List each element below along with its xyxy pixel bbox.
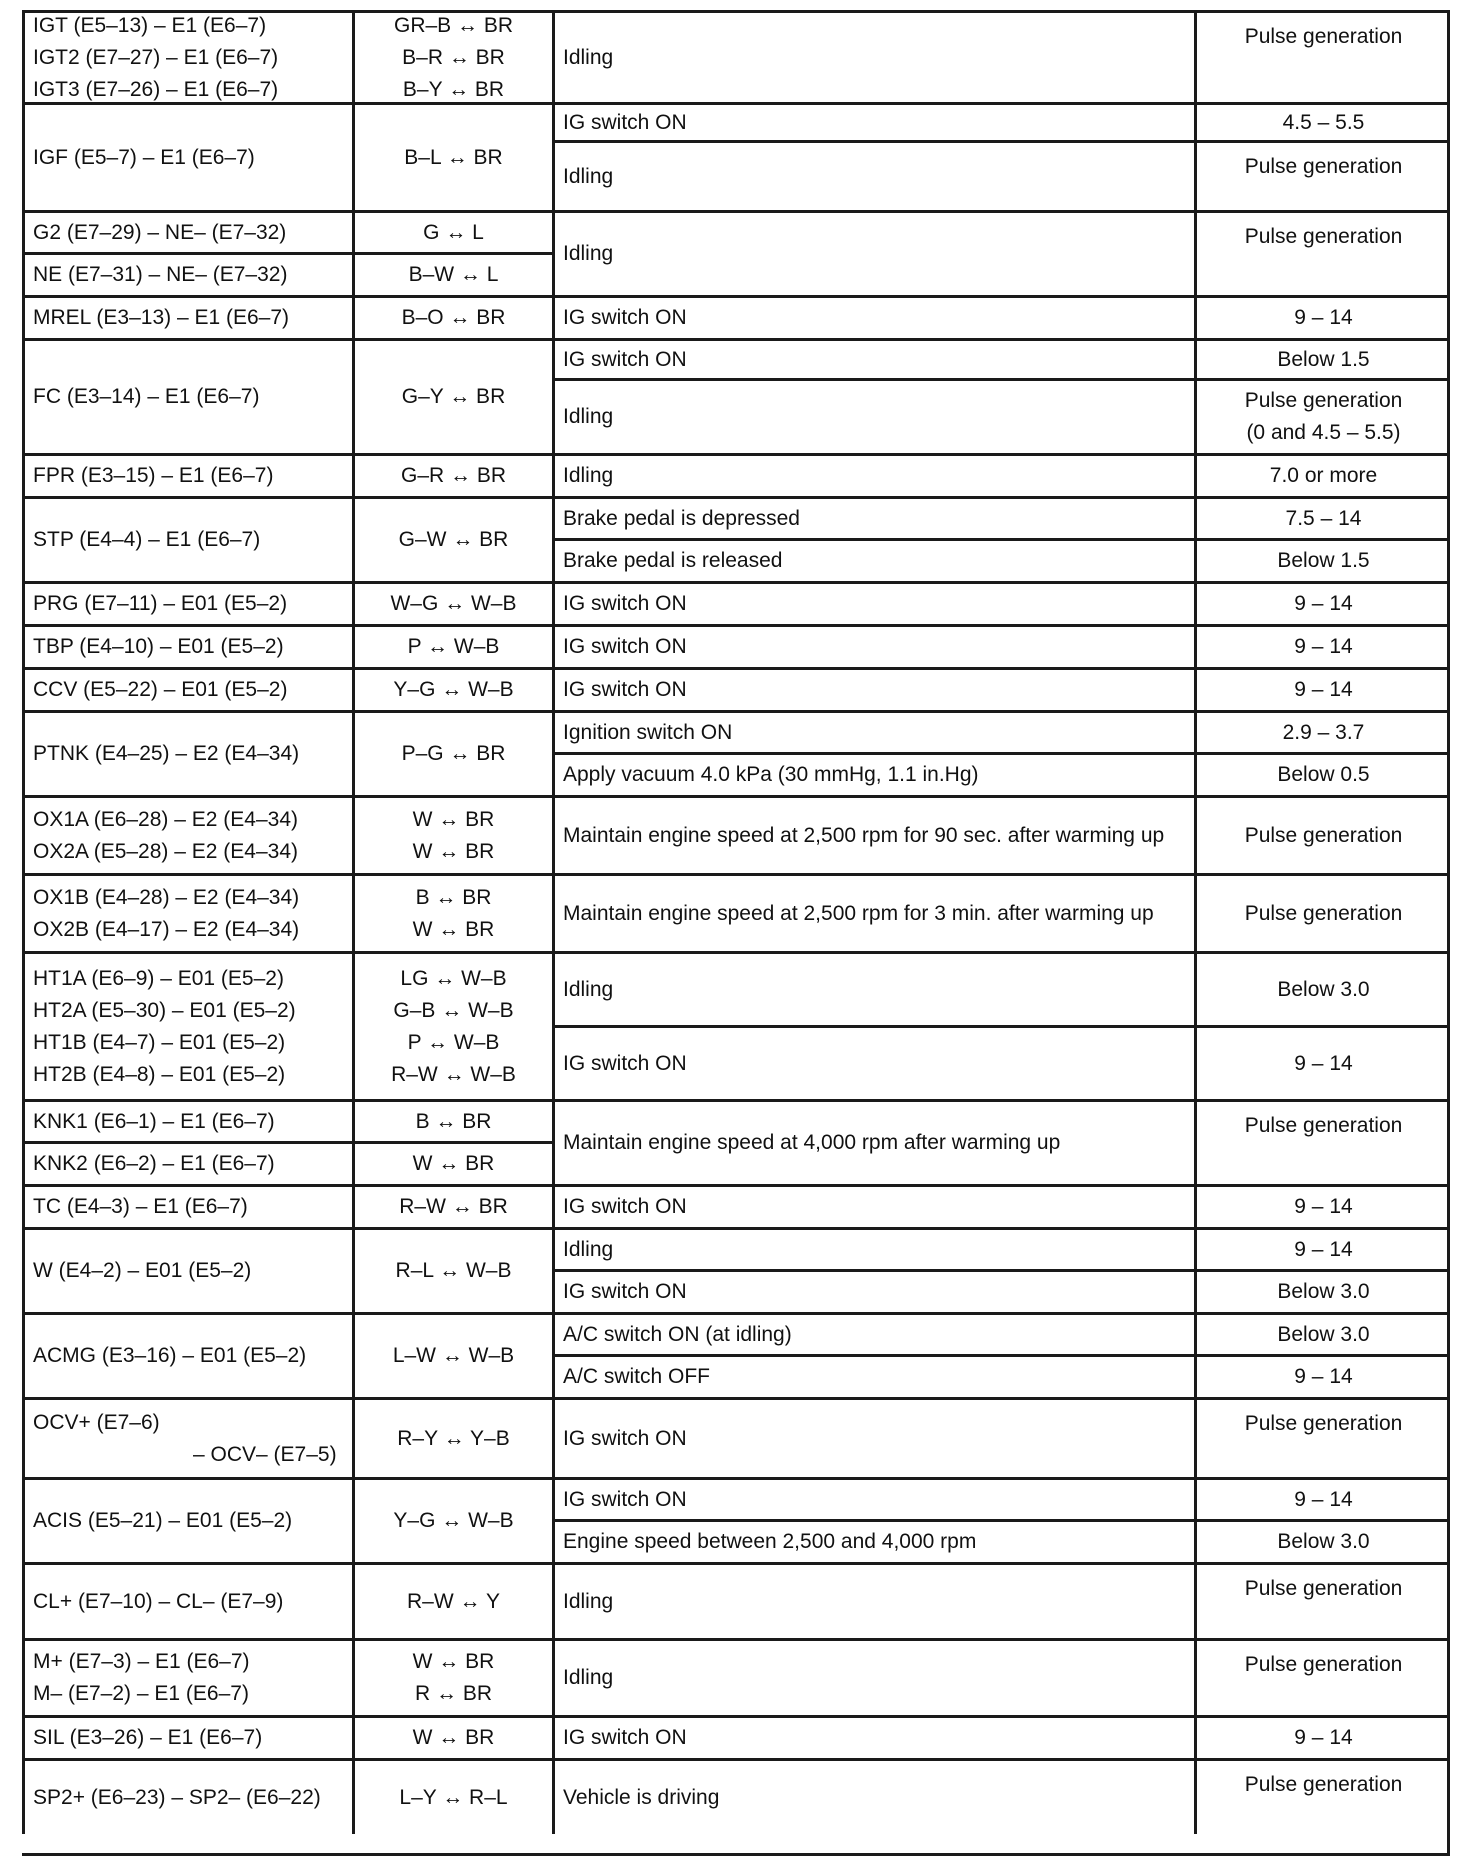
wiring-color-cell-text: B ↔ BR xyxy=(415,1109,492,1133)
condition-cell-text: IG switch ON xyxy=(563,1051,687,1075)
condition-cell-text: Idling xyxy=(563,242,614,265)
condition-cell xyxy=(552,453,1194,496)
spec-cell xyxy=(1194,10,1450,102)
spec-cell-text: Below 3.0 xyxy=(1277,1280,1370,1303)
wiring-color-cell xyxy=(352,1227,552,1312)
condition-cell xyxy=(552,873,1194,951)
terminal-cell-text: MREL (E3–13) – E1 (E6–7) xyxy=(33,306,290,329)
condition-cell xyxy=(552,624,1194,667)
terminal-cell-text: NE (E7–31) – NE– (E7–32) xyxy=(33,263,288,286)
spec-cell xyxy=(1194,378,1450,453)
wiring-color-cell-text: R ↔ BR xyxy=(414,1682,492,1705)
condition-cell xyxy=(552,710,1194,752)
spec-cell xyxy=(1194,102,1450,140)
condition-cell-text: IG switch ON xyxy=(563,110,687,134)
terminal-cell xyxy=(22,453,352,496)
terminal-cell xyxy=(22,1184,352,1227)
terminal-voltage-table xyxy=(22,10,1450,1856)
condition-cell xyxy=(552,10,1194,102)
condition-cell xyxy=(552,378,1194,453)
spec-cell-text: 7.0 or more xyxy=(1269,464,1378,487)
wiring-color-cell-text: R–L ↔ W–B xyxy=(395,1259,512,1282)
terminal-cell-text: ACIS (E5–21) – E01 (E5–2) xyxy=(33,1509,293,1532)
wiring-color-cell-text: L–Y ↔ R–L xyxy=(399,1785,508,1809)
condition-cell-text: A/C switch ON (at idling) xyxy=(563,1322,792,1346)
condition-cell-text: IG switch ON xyxy=(563,1426,687,1450)
terminal-cell-text: STP (E4–4) – E1 (E6–7) xyxy=(33,528,261,551)
spec-cell-text: Pulse generation xyxy=(1244,901,1403,925)
wiring-color-cell-text: W ↔ BR xyxy=(412,839,495,863)
spec-cell xyxy=(1194,1025,1450,1099)
wiring-color-cell-text: G–W ↔ BR xyxy=(398,528,509,551)
condition-cell-text: Idling xyxy=(563,405,614,428)
terminal-cell-text: KNK2 (E6–2) – E1 (E6–7) xyxy=(33,1152,275,1175)
condition-cell-text: IG switch ON xyxy=(563,678,687,701)
terminal-cell-text: OCV+ (E7–6) xyxy=(33,1410,160,1434)
wiring-color-cell xyxy=(352,453,552,496)
terminal-cell xyxy=(22,295,352,338)
condition-cell-text: IG switch ON xyxy=(563,1487,687,1511)
terminal-cell xyxy=(22,1638,352,1715)
terminal-cell-text: PRG (E7–11) – E01 (E5–2) xyxy=(33,592,288,615)
terminal-cell-text: IGF (E5–7) – E1 (E6–7) xyxy=(33,145,255,169)
wiring-color-cell-text: B–W ↔ L xyxy=(408,263,499,286)
wiring-color-cell-text: G ↔ L xyxy=(423,220,484,244)
terminal-cell-text: M+ (E7–3) – E1 (E6–7) xyxy=(33,1650,250,1673)
terminal-cell-text: IGT2 (E7–27) – E1 (E6–7) xyxy=(33,45,279,69)
terminal-cell xyxy=(22,496,352,581)
wiring-color-cell-text: R–Y ↔ Y–B xyxy=(397,1426,510,1450)
terminal-cell-text: IGT (E5–13) – E1 (E6–7) xyxy=(33,13,267,37)
terminal-cell xyxy=(22,710,352,795)
condition-cell xyxy=(552,1477,1194,1519)
spec-cell xyxy=(1194,1519,1450,1562)
terminal-cell-text: OX1B (E4–28) – E2 (E4–34) xyxy=(33,885,300,909)
condition-cell xyxy=(552,538,1194,581)
spec-cell-text: 9 – 14 xyxy=(1294,1195,1353,1218)
condition-cell xyxy=(552,795,1194,873)
terminal-cell xyxy=(22,667,352,710)
condition-cell-text: Maintain engine speed at 2,500 rpm for 90 sec. after warming up xyxy=(563,823,1165,847)
condition-cell xyxy=(552,496,1194,538)
terminal-cell-text: M– (E7–2) – E1 (E6–7) xyxy=(33,1682,249,1705)
condition-cell-text: IG switch ON xyxy=(563,347,687,371)
spec-cell xyxy=(1194,1184,1450,1227)
condition-cell-text: Idling xyxy=(563,464,614,487)
condition-cell-text: Vehicle is driving xyxy=(563,1785,720,1809)
spec-cell xyxy=(1194,338,1450,378)
wiring-color-cell xyxy=(352,710,552,795)
terminal-cell xyxy=(22,624,352,667)
terminal-cell-text: IGT3 (E7–26) – E1 (E6–7) xyxy=(33,77,279,101)
condition-cell xyxy=(552,210,1194,295)
spec-cell xyxy=(1194,1312,1450,1354)
spec-cell-text: 4.5 – 5.5 xyxy=(1282,110,1365,134)
wiring-color-cell xyxy=(352,667,552,710)
spec-cell xyxy=(1194,795,1450,873)
wiring-color-cell xyxy=(352,496,552,581)
spec-cell xyxy=(1194,1397,1450,1477)
spec-cell-text: 2.9 – 3.7 xyxy=(1282,720,1365,744)
spec-cell xyxy=(1194,1269,1450,1312)
condition-cell-text: Idling xyxy=(563,1666,614,1689)
condition-cell-text: IG switch ON xyxy=(563,592,687,615)
condition-cell xyxy=(552,1184,1194,1227)
wiring-color-cell-text: P ↔ W–B xyxy=(407,1030,500,1054)
wiring-color-cell-text: W–G ↔ W–B xyxy=(390,592,517,615)
terminal-cell-text: W (E4–2) – E01 (E5–2) xyxy=(33,1259,252,1282)
terminal-cell xyxy=(22,1715,352,1758)
terminal-cell xyxy=(22,102,352,210)
terminal-cell-text: OX2B (E4–17) – E2 (E4–34) xyxy=(33,917,300,941)
terminal-cell-text: ACMG (E3–16) – E01 (E5–2) xyxy=(33,1344,307,1367)
terminal-cell xyxy=(22,1227,352,1312)
wiring-color-cell-text: R–W ↔ W–B xyxy=(391,1062,516,1086)
wiring-color-cell xyxy=(352,873,552,951)
terminal-cell-text: TC (E4–3) – E1 (E6–7) xyxy=(33,1195,248,1218)
spec-cell-text: Below 3.0 xyxy=(1277,977,1370,1001)
spec-cell xyxy=(1194,1227,1450,1269)
condition-cell xyxy=(552,1354,1194,1397)
spec-cell xyxy=(1194,140,1450,210)
condition-cell xyxy=(552,1397,1194,1477)
spec-cell xyxy=(1194,295,1450,338)
wiring-color-cell-text: Y–G ↔ W–B xyxy=(393,1509,514,1532)
wiring-color-cell xyxy=(352,10,552,102)
wiring-color-cell xyxy=(352,1184,552,1227)
terminal-cell-text: OX2A (E5–28) – E2 (E4–34) xyxy=(33,839,298,863)
wiring-color-cell xyxy=(352,1638,552,1715)
terminal-cell xyxy=(22,951,352,1099)
spec-cell xyxy=(1194,1758,1450,1834)
condition-cell-text: A/C switch OFF xyxy=(563,1365,711,1388)
spec-cell xyxy=(1194,1477,1450,1519)
spec-cell-text: 9 – 14 xyxy=(1294,592,1353,615)
condition-cell-text: Maintain engine speed at 4,000 rpm after warming up xyxy=(563,1131,1061,1154)
condition-cell xyxy=(552,295,1194,338)
spec-cell-text: Pulse generation xyxy=(1244,1412,1403,1435)
spec-cell-text: Below 3.0 xyxy=(1277,1322,1370,1346)
terminal-cell xyxy=(22,338,352,453)
condition-cell xyxy=(552,752,1194,795)
condition-cell xyxy=(552,1519,1194,1562)
terminal-cell-text: HT1A (E6–9) – E01 (E5–2) xyxy=(33,966,284,990)
condition-cell xyxy=(552,667,1194,710)
spec-cell-text: Below 1.5 xyxy=(1277,549,1370,572)
terminal-cell xyxy=(22,10,352,102)
condition-cell-text: Engine speed between 2,500 and 4,000 rpm xyxy=(563,1530,977,1553)
spec-cell-text: Pulse generation xyxy=(1244,389,1403,412)
terminal-cell-text: FPR (E3–15) – E1 (E6–7) xyxy=(33,464,274,487)
terminal-cell-text: HT1B (E4–7) – E01 (E5–2) xyxy=(33,1030,286,1054)
condition-cell xyxy=(552,102,1194,140)
wiring-color-cell xyxy=(352,102,552,210)
spec-cell-text: Below 3.0 xyxy=(1277,1530,1370,1553)
spec-cell-text: (0 and 4.5 – 5.5) xyxy=(1246,421,1401,444)
spec-cell xyxy=(1194,453,1450,496)
terminal-cell-text: PTNK (E4–25) – E2 (E4–34) xyxy=(33,742,300,765)
terminal-cell xyxy=(22,210,352,252)
condition-cell-text: Ignition switch ON xyxy=(563,720,733,744)
wiring-color-cell-text: B ↔ BR xyxy=(415,885,492,909)
wiring-color-cell xyxy=(352,1562,552,1638)
wiring-color-cell-text: G–Y ↔ BR xyxy=(401,385,506,408)
condition-cell xyxy=(552,1715,1194,1758)
terminal-cell-text: G2 (E7–29) – NE– (E7–32) xyxy=(33,220,287,244)
terminal-cell-text: KNK1 (E6–1) – E1 (E6–7) xyxy=(33,1109,275,1133)
wiring-color-cell xyxy=(352,252,552,295)
condition-cell-text: Idling xyxy=(563,977,614,1001)
condition-cell-text: Apply vacuum 4.0 kPa (30 mmHg, 1.1 in.Hg) xyxy=(563,763,979,786)
terminal-cell xyxy=(22,252,352,295)
spec-cell xyxy=(1194,1099,1450,1184)
terminal-cell xyxy=(22,1312,352,1397)
spec-cell xyxy=(1194,538,1450,581)
spec-cell xyxy=(1194,624,1450,667)
spec-cell xyxy=(1194,1354,1450,1397)
terminal-cell xyxy=(22,1758,352,1834)
wiring-color-cell-text: W ↔ BR xyxy=(412,1152,495,1175)
spec-cell-text: Pulse generation xyxy=(1244,1773,1403,1796)
terminal-cell-text: CCV (E5–22) – E01 (E5–2) xyxy=(33,678,288,701)
terminal-cell-text: CL+ (E7–10) – CL– (E7–9) xyxy=(33,1589,284,1613)
wiring-color-cell xyxy=(352,210,552,252)
spec-cell xyxy=(1194,581,1450,624)
spec-cell-text: Below 1.5 xyxy=(1277,347,1370,371)
terminal-cell xyxy=(22,795,352,873)
wiring-color-cell-text: B–Y ↔ BR xyxy=(402,77,505,101)
terminal-cell xyxy=(22,1477,352,1562)
spec-cell-text: Pulse generation xyxy=(1244,155,1403,178)
wiring-color-cell xyxy=(352,795,552,873)
terminal-cell-text: SP2+ (E6–23) – SP2– (E6–22) xyxy=(33,1785,321,1809)
wiring-color-cell xyxy=(352,1715,552,1758)
terminal-cell-text: HT2B (E4–8) – E01 (E5–2) xyxy=(33,1062,286,1086)
condition-cell xyxy=(552,1269,1194,1312)
terminal-cell xyxy=(22,873,352,951)
spec-cell-text: 9 – 14 xyxy=(1294,635,1353,658)
condition-cell-text: IG switch ON xyxy=(563,306,687,329)
wiring-color-cell-text: Y–G ↔ W–B xyxy=(393,678,514,701)
condition-cell xyxy=(552,1025,1194,1099)
wiring-color-cell-text: B–O ↔ BR xyxy=(401,306,506,329)
terminal-cell-text: – OCV– (E7–5) xyxy=(193,1442,337,1466)
wiring-color-cell-text: W ↔ BR xyxy=(412,917,495,941)
terminal-cell-text: TBP (E4–10) – E01 (E5–2) xyxy=(33,635,284,658)
wiring-color-cell xyxy=(352,338,552,453)
wiring-color-cell xyxy=(352,1477,552,1562)
condition-cell-text: Brake pedal is released xyxy=(563,549,783,572)
terminal-cell xyxy=(22,1099,352,1141)
condition-cell xyxy=(552,1758,1194,1834)
spec-cell-text: 9 – 14 xyxy=(1294,1365,1353,1388)
spec-cell-text: 9 – 14 xyxy=(1294,1237,1353,1261)
spec-cell xyxy=(1194,1715,1450,1758)
spec-cell-text: Pulse generation xyxy=(1244,823,1403,847)
wiring-color-cell xyxy=(352,624,552,667)
terminal-cell xyxy=(22,1141,352,1184)
spec-cell-text: Pulse generation xyxy=(1244,1653,1403,1676)
wiring-color-cell xyxy=(352,1099,552,1141)
spec-cell xyxy=(1194,873,1450,951)
spec-cell xyxy=(1194,667,1450,710)
condition-cell xyxy=(552,1227,1194,1269)
terminal-cell-text: FC (E3–14) – E1 (E6–7) xyxy=(33,385,260,408)
spec-cell-text: 9 – 14 xyxy=(1294,1726,1353,1749)
condition-cell-text: IG switch ON xyxy=(563,1726,687,1749)
spec-cell xyxy=(1194,752,1450,795)
condition-cell-text: Idling xyxy=(563,45,614,69)
spec-cell xyxy=(1194,210,1450,295)
terminal-cell-text: SIL (E3–26) – E1 (E6–7) xyxy=(33,1726,263,1749)
wiring-color-cell xyxy=(352,295,552,338)
condition-cell-text: Brake pedal is depressed xyxy=(563,506,800,530)
wiring-color-cell-text: L–W ↔ W–B xyxy=(392,1344,515,1367)
spec-cell-text: Pulse generation xyxy=(1244,25,1403,48)
wiring-color-cell xyxy=(352,1141,552,1184)
condition-cell-text: Idling xyxy=(563,164,614,188)
spec-cell xyxy=(1194,496,1450,538)
condition-cell xyxy=(552,1312,1194,1354)
terminal-cell-text: HT2A (E5–30) – E01 (E5–2) xyxy=(33,998,296,1022)
terminal-cell xyxy=(22,581,352,624)
terminal-cell xyxy=(22,1397,352,1477)
condition-cell-text: Idling xyxy=(563,1589,614,1613)
condition-cell-text: Idling xyxy=(563,1237,614,1261)
wiring-color-cell-text: W ↔ BR xyxy=(412,807,495,831)
wiring-color-cell xyxy=(352,951,552,1099)
condition-cell-text: Maintain engine speed at 2,500 rpm for 3 min. after warming up xyxy=(563,901,1154,925)
spec-cell-text: 9 – 14 xyxy=(1294,678,1353,701)
wiring-color-cell-text: W ↔ BR xyxy=(412,1726,495,1749)
spec-cell xyxy=(1194,1638,1450,1715)
spec-cell xyxy=(1194,951,1450,1025)
wiring-color-cell xyxy=(352,1758,552,1834)
wiring-color-cell xyxy=(352,581,552,624)
spec-cell-text: Pulse generation xyxy=(1244,1577,1403,1600)
wiring-color-cell-text: B–L ↔ BR xyxy=(404,145,503,169)
spec-cell-text: 9 – 14 xyxy=(1294,1051,1353,1075)
spec-cell-text: 9 – 14 xyxy=(1294,1487,1353,1511)
spec-cell-text: 9 – 14 xyxy=(1294,306,1353,329)
wiring-color-cell-text: G–B ↔ W–B xyxy=(393,998,514,1022)
wiring-color-cell xyxy=(352,1397,552,1477)
condition-cell-text: IG switch ON xyxy=(563,1195,687,1218)
wiring-color-cell-text: W ↔ BR xyxy=(412,1650,495,1673)
spec-cell-text: Pulse generation xyxy=(1244,225,1403,248)
wiring-color-cell-text: R–W ↔ Y xyxy=(407,1589,500,1613)
wiring-color-cell-text: P–G ↔ BR xyxy=(401,742,506,765)
spec-cell-text: Below 0.5 xyxy=(1277,763,1370,786)
condition-cell xyxy=(552,338,1194,378)
spec-cell-text: 7.5 – 14 xyxy=(1285,506,1362,530)
wiring-color-cell-text: GR–B ↔ BR xyxy=(393,13,514,37)
condition-cell-text: IG switch ON xyxy=(563,1280,687,1303)
condition-cell xyxy=(552,581,1194,624)
condition-cell xyxy=(552,1638,1194,1715)
spec-cell xyxy=(1194,1562,1450,1638)
condition-cell xyxy=(552,1562,1194,1638)
wiring-color-cell-text: R–W ↔ BR xyxy=(399,1195,508,1218)
condition-cell xyxy=(552,951,1194,1025)
wiring-color-cell-text: B–R ↔ BR xyxy=(402,45,505,69)
terminal-cell xyxy=(22,1562,352,1638)
condition-cell xyxy=(552,140,1194,210)
condition-cell xyxy=(552,1099,1194,1184)
wiring-color-cell-text: G–R ↔ BR xyxy=(400,464,507,487)
wiring-color-cell xyxy=(352,1312,552,1397)
wiring-color-cell-text: P ↔ W–B xyxy=(407,635,500,658)
terminal-cell-text: OX1A (E6–28) – E2 (E4–34) xyxy=(33,807,298,831)
spec-cell-text: Pulse generation xyxy=(1244,1114,1403,1137)
wiring-color-cell-text: LG ↔ W–B xyxy=(400,966,507,990)
spec-cell xyxy=(1194,710,1450,752)
condition-cell-text: IG switch ON xyxy=(563,635,687,658)
